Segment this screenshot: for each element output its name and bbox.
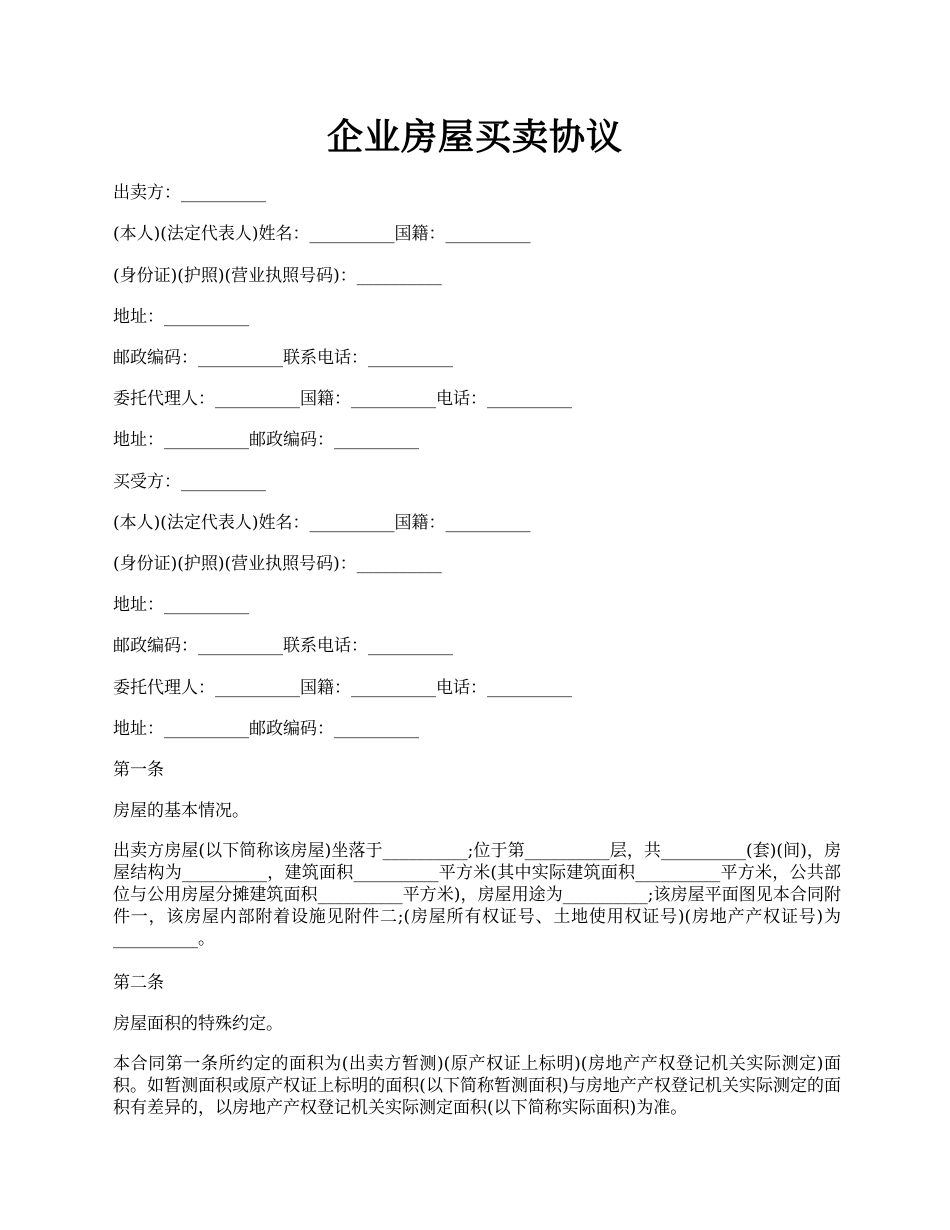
- article-1-subject: 房屋的基本情况。: [113, 801, 249, 821]
- article-2-subject: 房屋面积的特殊约定。: [113, 1014, 283, 1034]
- article-2-heading: 第二条: [113, 973, 164, 993]
- buyer-name-nationality: (本人)(法定代表人)姓名：__________国籍：__________: [113, 513, 531, 533]
- article-2-body: 本合同第一条所约定的面积为(出卖方暂测)(原产权证上标明)(房地产产权登记机关实际测定)面积。如暂测面积或原产权证上标明的面积(以下简称暂测面积)与房地产产权登记机关实际测定的面积有差异的，以房地产产权登记机关实际测定面积(以下简称实际面积)为准。: [113, 1054, 841, 1118]
- seller-id-number: (身份证)(护照)(营业执照号码)：__________: [113, 266, 442, 286]
- buyer-line: 买受方：__________: [113, 472, 266, 492]
- seller-postcode-phone: 邮政编码：__________联系电话：__________: [113, 348, 453, 368]
- seller-address: 地址：__________: [113, 307, 249, 327]
- buyer-agent: 委托代理人：__________国籍：__________电话：__________: [113, 678, 572, 698]
- buyer-address: 地址：__________: [113, 595, 249, 615]
- buyer-agent-address: 地址：__________邮政编码：__________: [113, 719, 419, 739]
- seller-agent-address: 地址：__________邮政编码：__________: [113, 430, 419, 450]
- buyer-id-number: (身份证)(护照)(营业执照号码)：__________: [113, 554, 442, 574]
- seller-line: 出卖方：__________: [113, 183, 266, 203]
- article-1-body: 出卖方房屋(以下简称该房屋)坐落于__________;位于第__________层，共__________(套)(间)，房屋结构为__________，建筑面积__________平方米(其中实际建筑面积__________平方米，公共部位与公用房屋分摊建筑面积__________平方米)，房屋用途为__________;该房屋平面图见本合同附件一，该房屋内部附着设施见附件二;(房屋所有权证号、土地使用权证号)(房地产产权证号)为__________。: [113, 841, 841, 949]
- seller-name-nationality: (本人)(法定代表人)姓名：__________国籍：__________: [113, 224, 531, 244]
- seller-agent: 委托代理人：__________国籍：__________电话：__________: [113, 389, 572, 409]
- document-title: 企业房屋买卖协议: [326, 116, 623, 158]
- article-1-heading: 第一条: [113, 760, 164, 780]
- buyer-postcode-phone: 邮政编码：__________联系电话：__________: [113, 636, 453, 656]
